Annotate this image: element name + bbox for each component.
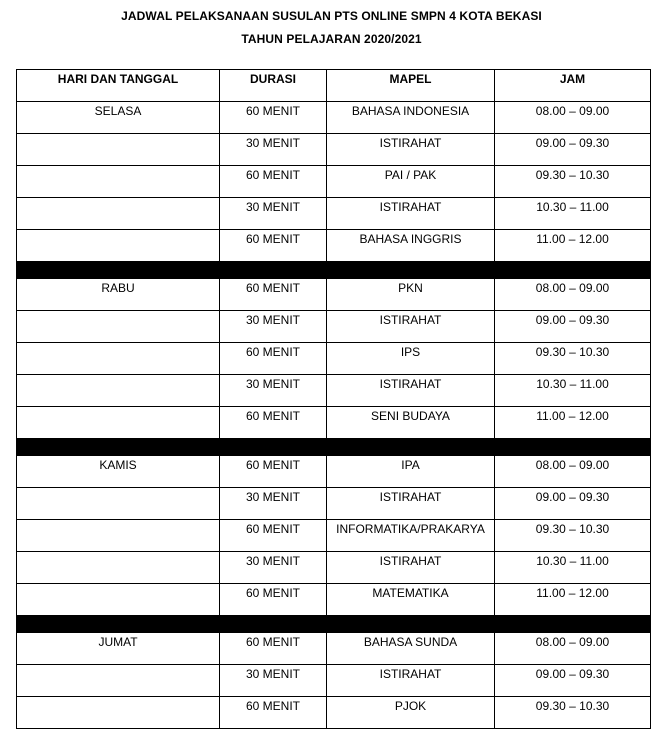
separator-cell <box>220 262 327 279</box>
cell-durasi: 60 MENIT <box>220 456 327 488</box>
cell-mapel: ISTIRAHAT <box>327 134 495 166</box>
separator-cell <box>495 616 651 633</box>
cell-durasi: 30 MENIT <box>220 552 327 584</box>
document-subtitle: TAHUN PELAJARAN 2020/2021 <box>241 32 422 46</box>
table-header-row <box>17 70 651 102</box>
table-row <box>17 198 651 230</box>
cell-day: KAMIS <box>17 456 220 488</box>
cell-day <box>17 343 220 375</box>
cell-mapel: INFORMATIKA/PRAKARYA <box>327 520 495 552</box>
cell-mapel: PKN <box>327 279 495 311</box>
schedule-body <box>17 102 651 729</box>
cell-durasi: 30 MENIT <box>220 198 327 230</box>
cell-durasi: 30 MENIT <box>220 665 327 697</box>
cell-mapel: ISTIRAHAT <box>327 552 495 584</box>
cell-day <box>17 488 220 520</box>
cell-day <box>17 134 220 166</box>
table-row <box>17 343 651 375</box>
document-title: JADWAL PELAKSANAAN SUSULAN PTS ONLINE SMPN 4 KOTA BEKASI <box>121 9 542 23</box>
table-row <box>17 488 651 520</box>
table-row <box>17 584 651 616</box>
cell-durasi: 30 MENIT <box>220 311 327 343</box>
cell-day <box>17 697 220 729</box>
cell-jam: 10.30 – 11.00 <box>495 552 651 584</box>
cell-jam: 08.00 – 09.00 <box>495 633 651 665</box>
separator-cell <box>17 616 220 633</box>
cell-jam: 09.30 – 10.30 <box>495 343 651 375</box>
cell-durasi: 60 MENIT <box>220 697 327 729</box>
cell-day <box>17 584 220 616</box>
cell-day <box>17 198 220 230</box>
cell-mapel: PJOK <box>327 697 495 729</box>
table-row <box>17 407 651 439</box>
table-row <box>17 311 651 343</box>
cell-jam: 10.30 – 11.00 <box>495 375 651 407</box>
cell-jam: 11.00 – 12.00 <box>495 407 651 439</box>
cell-durasi: 30 MENIT <box>220 134 327 166</box>
cell-day <box>17 665 220 697</box>
cell-jam: 11.00 – 12.00 <box>495 584 651 616</box>
separator-cell <box>495 439 651 456</box>
cell-jam: 10.30 – 11.00 <box>495 198 651 230</box>
day-separator-row <box>17 262 651 279</box>
table-row <box>17 134 651 166</box>
table-row <box>17 520 651 552</box>
cell-jam: 09.00 – 09.30 <box>495 488 651 520</box>
cell-durasi: 30 MENIT <box>220 375 327 407</box>
header-jam: JAM <box>495 70 651 102</box>
cell-mapel: ISTIRAHAT <box>327 198 495 230</box>
separator-cell <box>327 439 495 456</box>
table-row <box>17 230 651 262</box>
cell-jam: 09.00 – 09.30 <box>495 134 651 166</box>
separator-cell <box>220 616 327 633</box>
cell-mapel: IPS <box>327 343 495 375</box>
separator-cell <box>17 439 220 456</box>
cell-day <box>17 230 220 262</box>
day-separator-row <box>17 616 651 633</box>
separator-cell <box>495 262 651 279</box>
table-row <box>17 697 651 729</box>
cell-jam: 09.30 – 10.30 <box>495 520 651 552</box>
cell-jam: 09.00 – 09.30 <box>495 665 651 697</box>
cell-mapel: PAI / PAK <box>327 166 495 198</box>
cell-day <box>17 166 220 198</box>
table-row <box>17 279 651 311</box>
cell-durasi: 60 MENIT <box>220 230 327 262</box>
cell-day: JUMAT <box>17 633 220 665</box>
cell-durasi: 60 MENIT <box>220 102 327 134</box>
table-row <box>17 665 651 697</box>
cell-jam: 08.00 – 09.00 <box>495 102 651 134</box>
table-row <box>17 375 651 407</box>
cell-day: SELASA <box>17 102 220 134</box>
cell-day <box>17 407 220 439</box>
cell-mapel: ISTIRAHAT <box>327 311 495 343</box>
cell-day <box>17 552 220 584</box>
separator-cell <box>220 439 327 456</box>
table-row <box>17 552 651 584</box>
schedule-table <box>16 69 651 729</box>
cell-mapel: BAHASA INGGRIS <box>327 230 495 262</box>
cell-jam: 09.00 – 09.30 <box>495 311 651 343</box>
table-row <box>17 633 651 665</box>
day-separator-row <box>17 439 651 456</box>
cell-mapel: ISTIRAHAT <box>327 665 495 697</box>
cell-durasi: 60 MENIT <box>220 584 327 616</box>
header-mapel: MAPEL <box>327 70 495 102</box>
cell-jam: 08.00 – 09.00 <box>495 456 651 488</box>
cell-day <box>17 520 220 552</box>
cell-durasi: 60 MENIT <box>220 407 327 439</box>
cell-day: RABU <box>17 279 220 311</box>
table-row <box>17 166 651 198</box>
separator-cell <box>327 262 495 279</box>
cell-day <box>17 311 220 343</box>
cell-durasi: 60 MENIT <box>220 520 327 552</box>
header-hari-dan-tanggal: HARI DAN TANGGAL <box>17 70 220 102</box>
cell-day <box>17 375 220 407</box>
cell-jam: 11.00 – 12.00 <box>495 230 651 262</box>
cell-durasi: 60 MENIT <box>220 279 327 311</box>
table-row <box>17 456 651 488</box>
header-durasi: DURASI <box>220 70 327 102</box>
cell-mapel: MATEMATIKA <box>327 584 495 616</box>
cell-jam: 09.30 – 10.30 <box>495 697 651 729</box>
separator-cell <box>17 262 220 279</box>
cell-durasi: 60 MENIT <box>220 166 327 198</box>
cell-durasi: 60 MENIT <box>220 633 327 665</box>
cell-mapel: ISTIRAHAT <box>327 488 495 520</box>
cell-jam: 09.30 – 10.30 <box>495 166 651 198</box>
cell-durasi: 60 MENIT <box>220 343 327 375</box>
cell-mapel: IPA <box>327 456 495 488</box>
cell-mapel: ISTIRAHAT <box>327 375 495 407</box>
cell-mapel: BAHASA INDONESIA <box>327 102 495 134</box>
cell-mapel: BAHASA SUNDA <box>327 633 495 665</box>
cell-jam: 08.00 – 09.00 <box>495 279 651 311</box>
separator-cell <box>327 616 495 633</box>
cell-mapel: SENI BUDAYA <box>327 407 495 439</box>
table-row <box>17 102 651 134</box>
cell-durasi: 30 MENIT <box>220 488 327 520</box>
